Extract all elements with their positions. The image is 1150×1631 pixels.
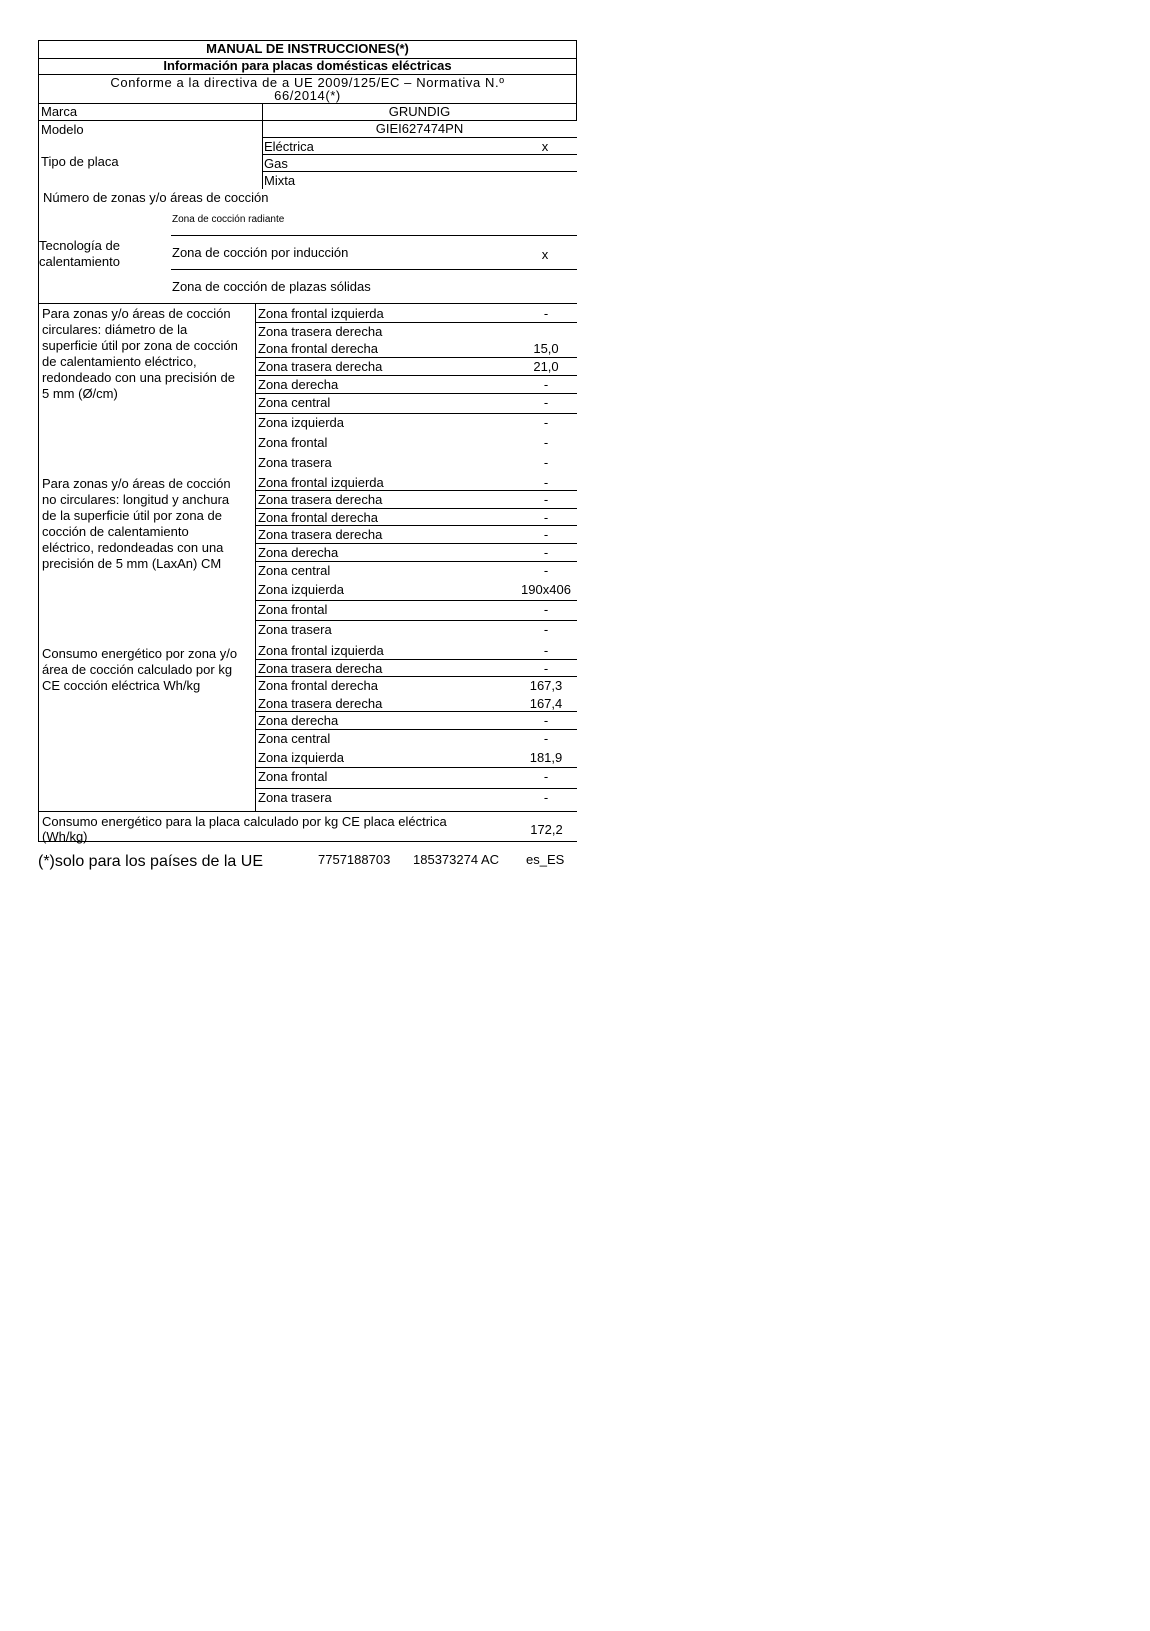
brand-value: GRUNDIG (388, 104, 451, 119)
section-label: precisión de 5 mm (LaxAn) CM (42, 556, 222, 571)
row-divider (256, 508, 577, 509)
section-label: eléctrico, redondeadas con una (42, 540, 224, 555)
column-divider (255, 303, 256, 811)
directive-line-2: 66/2014(*) (274, 88, 341, 103)
section-label: Consumo energético por zona y/o (42, 646, 238, 661)
heating-tech-option: Zona de cocción por inducción (172, 245, 349, 260)
zone-value: - (543, 415, 549, 430)
zone-value: - (543, 790, 549, 805)
zones-count-label: Número de zonas y/o áreas de cocción (43, 190, 269, 205)
zone-name: Zona derecha (258, 713, 339, 728)
zone-name: Zona izquierda (258, 750, 344, 765)
zone-value: - (543, 769, 549, 784)
zone-value: 21,0 (533, 359, 559, 374)
zone-value: - (543, 563, 549, 578)
zone-name: Zona izquierda (258, 415, 344, 430)
zone-value: - (543, 622, 549, 637)
zone-name: Zona trasera (258, 455, 332, 470)
zone-value: - (543, 395, 549, 410)
zone-name: Zona central (258, 731, 331, 746)
section-label: Para zonas y/o áreas de cocción (42, 476, 231, 491)
zone-value: 190x406 (521, 582, 571, 597)
zone-value: - (543, 455, 549, 470)
row-divider (256, 393, 577, 394)
zone-value: - (543, 713, 549, 728)
zone-name: Zona frontal derecha (258, 510, 378, 525)
divider (262, 154, 577, 155)
divider (262, 137, 577, 138)
total-value: 172,2 (530, 822, 563, 837)
zone-name: Zona frontal (258, 769, 328, 784)
plate-type-label: Tipo de placa (41, 154, 119, 169)
section-label: circulares: diámetro de la (42, 322, 188, 337)
row-divider (256, 659, 577, 660)
row-divider (256, 322, 577, 323)
zone-value: 15,0 (533, 341, 559, 356)
zone-name: Zona frontal izquierda (258, 643, 384, 658)
footer-code: 7757188703 (318, 852, 391, 867)
zone-name: Zona frontal (258, 602, 328, 617)
zone-value: - (543, 306, 549, 321)
table-border-bottom (38, 841, 577, 842)
zone-value: 167,4 (529, 696, 563, 711)
zone-name: Zona frontal izquierda (258, 306, 384, 321)
directive-line-1: Conforme a la directiva de a UE 2009/125/EC – Normativa N.º (110, 75, 505, 90)
document-subtitle: Información para placas domésticas eléctricas (163, 58, 452, 73)
section-label: superficie útil por zona de cocción (42, 338, 238, 353)
zone-value: 167,3 (529, 678, 563, 693)
zone-value: - (543, 510, 549, 525)
plate-type-option: Gas (264, 156, 288, 171)
section-label: cocción de calentamiento (42, 524, 189, 539)
row-divider (256, 561, 577, 562)
zone-value: - (543, 377, 549, 392)
zone-value: - (543, 602, 549, 617)
zone-value: - (543, 527, 549, 542)
footer-locale: es_ES (526, 852, 565, 867)
heating-tech-label: Tecnología de (39, 238, 120, 253)
heating-tech-option: Zona de cocción radiante (172, 214, 285, 225)
total-label: (Wh/kg) (42, 829, 88, 844)
row-divider (256, 620, 577, 621)
section-label: 5 mm (Ø/cm) (42, 386, 118, 401)
zone-value: - (543, 731, 549, 746)
section-label: de la superficie útil por zona de (42, 508, 222, 523)
zone-value: - (543, 545, 549, 560)
total-label: Consumo energético para la placa calculado por kg CE placa eléctrica (42, 814, 447, 829)
heating-tech-mark: x (541, 247, 549, 262)
row-divider (256, 543, 577, 544)
zone-value: - (543, 661, 549, 676)
row-divider (256, 600, 577, 601)
row-divider (256, 711, 577, 712)
section-label: área de cocción calculado por kg (42, 662, 233, 677)
zone-name: Zona frontal izquierda (258, 475, 384, 490)
heating-tech-option: Zona de cocción de plazas sólidas (172, 279, 371, 294)
zone-name: Zona trasera (258, 622, 332, 637)
zone-name: Zona trasera derecha (258, 696, 383, 711)
row-divider (256, 767, 577, 768)
plate-type-option: Eléctrica (264, 139, 314, 154)
row-divider (256, 676, 577, 677)
row-divider (256, 413, 577, 414)
zone-name: Zona frontal derecha (258, 678, 378, 693)
plate-type-mark: x (541, 139, 549, 154)
model-value: GIEI627474PN (375, 121, 464, 136)
zone-value: - (543, 475, 549, 490)
zone-value: - (543, 492, 549, 507)
zone-name: Zona trasera derecha (258, 492, 383, 507)
row-divider (256, 375, 577, 376)
divider (38, 811, 577, 812)
zone-value: - (543, 643, 549, 658)
row-divider (256, 788, 577, 789)
zone-name: Zona trasera derecha (258, 324, 383, 339)
plate-type-option: Mixta (264, 173, 296, 188)
section-label: Para zonas y/o áreas de cocción (42, 306, 231, 321)
table-border-left (38, 40, 39, 842)
zone-name: Zona derecha (258, 377, 339, 392)
divider (38, 303, 577, 304)
divider (171, 235, 577, 236)
zone-name: Zona izquierda (258, 582, 344, 597)
section-label: no circulares: longitud y anchura (42, 492, 230, 507)
divider (171, 269, 577, 270)
zone-name: Zona trasera derecha (258, 359, 383, 374)
zone-name: Zona trasera derecha (258, 661, 383, 676)
section-label: CE cocción eléctrica Wh/kg (42, 678, 201, 693)
zone-name: Zona central (258, 563, 331, 578)
row-divider (256, 490, 577, 491)
footer-code: 185373274 AC (413, 852, 500, 867)
document-title: MANUAL DE INSTRUCCIONES(*) (206, 41, 409, 56)
model-label: Modelo (41, 122, 84, 137)
row-divider (256, 729, 577, 730)
row-divider (256, 357, 577, 358)
row-divider (256, 525, 577, 526)
zone-name: Zona trasera (258, 790, 332, 805)
zone-name: Zona central (258, 395, 331, 410)
section-label: de calentamiento eléctrico, (42, 354, 197, 369)
divider (262, 171, 577, 172)
zone-name: Zona trasera derecha (258, 527, 383, 542)
zone-value: 181,9 (529, 750, 563, 765)
zone-name: Zona frontal (258, 435, 328, 450)
heating-tech-label: calentamiento (39, 254, 120, 269)
zone-name: Zona frontal derecha (258, 341, 378, 356)
brand-label: Marca (41, 104, 78, 119)
zone-value: - (543, 435, 549, 450)
section-label: redondeado con una precisión de (42, 370, 235, 385)
zone-name: Zona derecha (258, 545, 339, 560)
footer-note: (*)solo para los países de la UE (38, 853, 263, 870)
